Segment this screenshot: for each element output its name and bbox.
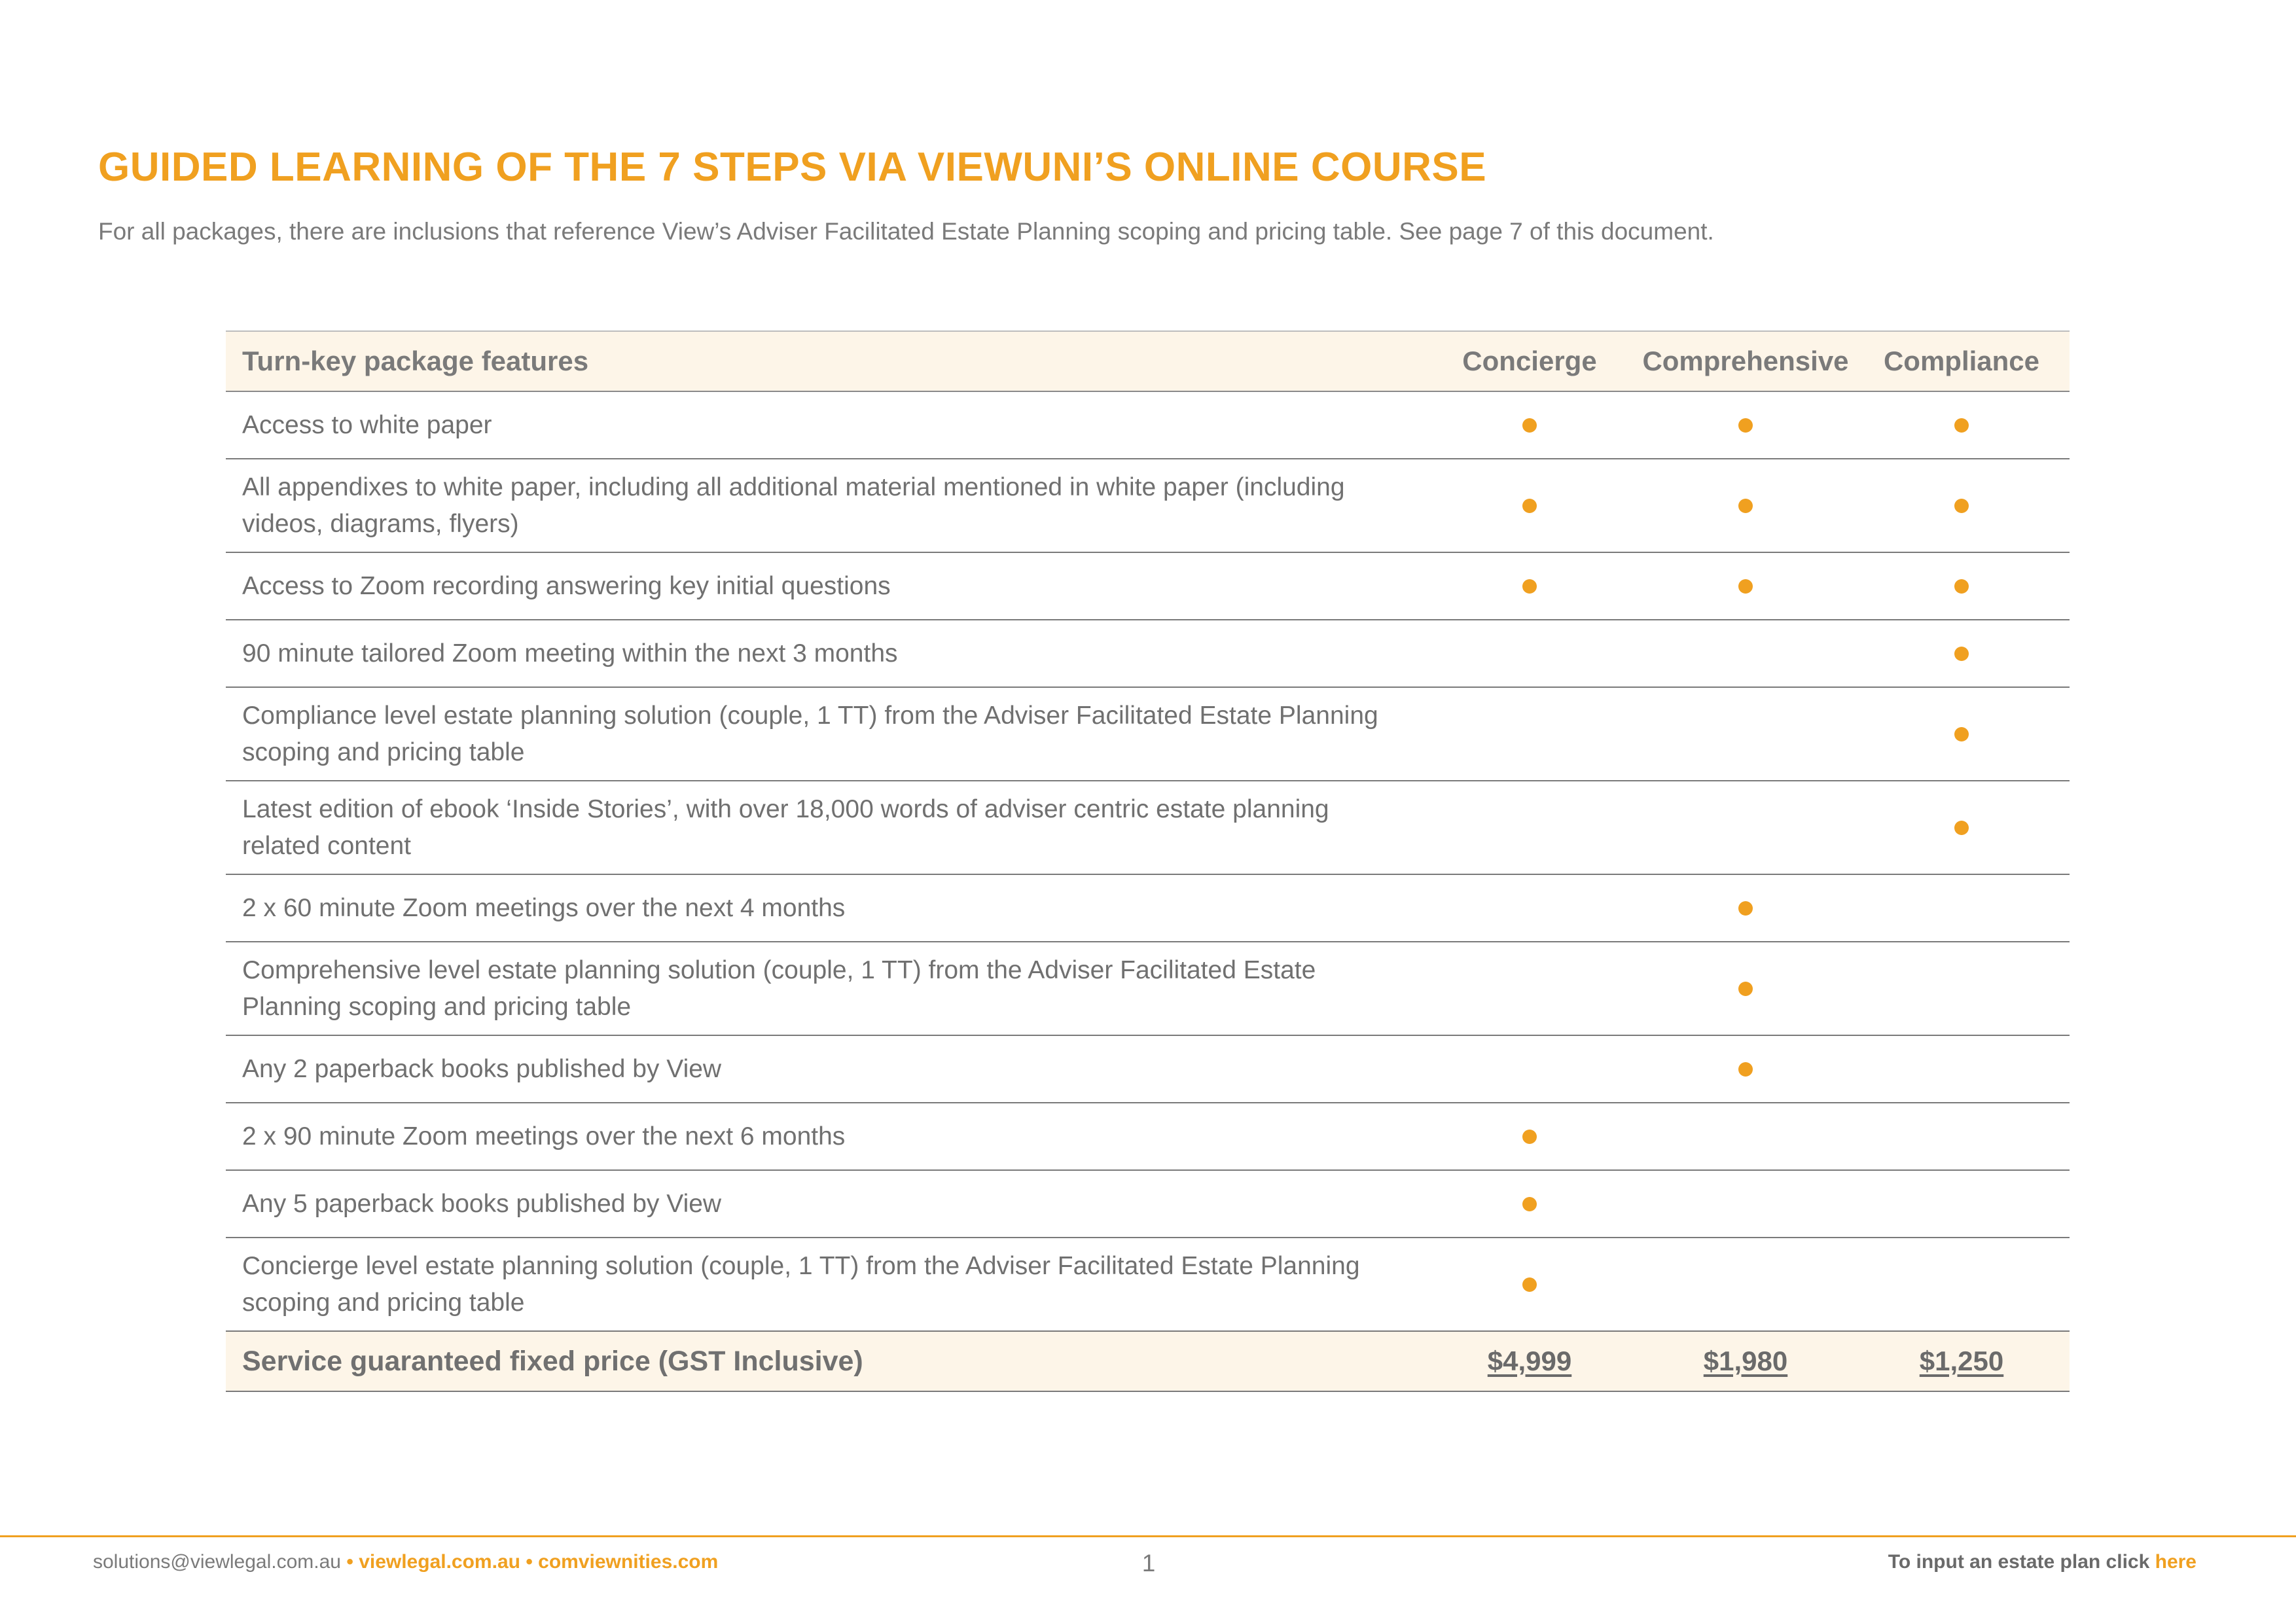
comprehensive-inclusion-cell	[1638, 942, 1854, 1035]
comprehensive-inclusion-cell	[1638, 874, 1854, 942]
concierge-inclusion-cell	[1422, 874, 1638, 942]
footer-email-link[interactable]: solutions@viewlegal.com.au	[93, 1551, 341, 1573]
page-number: 1	[1141, 1550, 1156, 1577]
intro-text: For all packages, there are inclusions that reference View’s Adviser Facilitated Estate Planning scoping and pricing table. See page 7 of this document.	[98, 218, 1714, 245]
feature-label: Latest edition of ebook ‘Inside Stories’, with over 18,000 words of adviser centric estate planning related content	[242, 794, 1329, 860]
table-row	[226, 459, 2070, 552]
footer-divider	[0, 1535, 2296, 1537]
comprehensive-column-header: Comprehensive	[1642, 346, 1849, 376]
feature-label: 2 x 60 minute Zoom meetings over the next 4 months	[242, 893, 846, 922]
comprehensive-price[interactable]	[1638, 1331, 1854, 1391]
compliance-column-header: Compliance	[1883, 346, 2040, 376]
included-dot-icon	[1738, 901, 1753, 916]
included-dot-icon	[1738, 499, 1753, 513]
table-row	[226, 942, 2070, 1035]
concierge-inclusion-cell	[1422, 687, 1638, 781]
footer-separator: •	[526, 1551, 533, 1573]
table-row	[226, 1170, 2070, 1238]
concierge-price-link[interactable]: $4,999	[1487, 1346, 1572, 1376]
footer-separator: •	[346, 1551, 353, 1573]
comprehensive-inclusion-cell	[1638, 1238, 1854, 1331]
included-dot-icon	[1954, 647, 1969, 661]
compliance-inclusion-cell	[1854, 1170, 2070, 1238]
table-row	[226, 687, 2070, 781]
compliance-inclusion-cell	[1854, 459, 2070, 552]
compliance-inclusion-cell	[1854, 620, 2070, 687]
comprehensive-inclusion-cell	[1638, 1035, 1854, 1103]
included-dot-icon	[1738, 982, 1753, 996]
feature-label: 2 x 90 minute Zoom meetings over the next 6 months	[242, 1122, 846, 1150]
comprehensive-inclusion-cell	[1638, 1170, 1854, 1238]
concierge-inclusion-cell	[1422, 1035, 1638, 1103]
comprehensive-inclusion-cell	[1638, 620, 1854, 687]
compliance-inclusion-cell	[1854, 1103, 2070, 1170]
concierge-inclusion-cell	[1422, 620, 1638, 687]
feature-label: Comprehensive level estate planning solution (couple, 1 TT) from the Adviser Facilitated Estate Planning scoping and pricing table	[242, 955, 1316, 1021]
table-row	[226, 1238, 2070, 1331]
concierge-column-header: Concierge	[1462, 346, 1597, 376]
comprehensive-inclusion-cell	[1638, 1103, 1854, 1170]
concierge-inclusion-cell	[1422, 391, 1638, 459]
table-row	[226, 1103, 2070, 1170]
compliance-inclusion-cell	[1854, 942, 2070, 1035]
footer-site-link-comviewnities[interactable]: comviewnities.com	[538, 1551, 719, 1573]
footer-cta-text: To input an estate plan click	[1888, 1551, 2150, 1573]
included-dot-icon	[1954, 821, 1969, 835]
comprehensive-inclusion-cell	[1638, 391, 1854, 459]
compliance-price-link[interactable]: $1,250	[1919, 1346, 2004, 1376]
table-row	[226, 1035, 2070, 1103]
comprehensive-inclusion-cell	[1638, 459, 1854, 552]
table-row	[226, 552, 2070, 620]
comprehensive-inclusion-cell	[1638, 552, 1854, 620]
included-dot-icon	[1522, 418, 1537, 433]
compliance-inclusion-cell	[1854, 781, 2070, 874]
concierge-inclusion-cell	[1422, 1238, 1638, 1331]
included-dot-icon	[1522, 499, 1537, 513]
table-row	[226, 781, 2070, 874]
table-header-row	[226, 331, 2070, 391]
compliance-price[interactable]	[1854, 1331, 2070, 1391]
included-dot-icon	[1522, 1277, 1537, 1292]
concierge-inclusion-cell	[1422, 1103, 1638, 1170]
compliance-inclusion-cell	[1854, 1035, 2070, 1103]
table-row	[226, 620, 2070, 687]
compliance-inclusion-cell	[1854, 1238, 2070, 1331]
compliance-inclusion-cell	[1854, 874, 2070, 942]
footer-site-link-viewlegal[interactable]: viewlegal.com.au	[359, 1551, 520, 1573]
price-row-label: Service guaranteed fixed price (GST Inclusive)	[242, 1345, 863, 1377]
concierge-inclusion-cell	[1422, 781, 1638, 874]
comprehensive-inclusion-cell	[1638, 781, 1854, 874]
feature-label: 90 minute tailored Zoom meeting within the next 3 months	[242, 639, 898, 668]
feature-label: All appendixes to white paper, including all additional material mentioned in white paper (including videos, diagrams, flyers)	[242, 473, 1345, 538]
concierge-inclusion-cell	[1422, 942, 1638, 1035]
included-dot-icon	[1954, 418, 1969, 433]
concierge-inclusion-cell	[1422, 1170, 1638, 1238]
package-features-table	[226, 330, 2070, 1392]
footer-cta-link[interactable]: here	[2155, 1551, 2197, 1573]
feature-label: Access to Zoom recording answering key initial questions	[242, 571, 891, 600]
price-row	[226, 1331, 2070, 1391]
included-dot-icon	[1738, 418, 1753, 433]
concierge-inclusion-cell	[1422, 459, 1638, 552]
concierge-price[interactable]	[1422, 1331, 1638, 1391]
comprehensive-price-link[interactable]: $1,980	[1703, 1346, 1788, 1376]
feature-label: Compliance level estate planning solution (couple, 1 TT) from the Adviser Facilitated Estate Planning scoping and pricing table	[242, 701, 1378, 766]
feature-label: Any 5 paperback books published by View	[242, 1189, 722, 1218]
footer-cta	[1888, 1551, 2197, 1573]
table-row	[226, 874, 2070, 942]
compliance-inclusion-cell	[1854, 391, 2070, 459]
page-title: GUIDED LEARNING OF THE 7 STEPS VIA VIEWUNI’S ONLINE COURSE	[98, 145, 1487, 190]
feature-label: Concierge level estate planning solution (couple, 1 TT) from the Adviser Facilitated Estate Planning scoping and pricing table	[242, 1251, 1360, 1317]
comprehensive-inclusion-cell	[1638, 687, 1854, 781]
feature-label: Access to white paper	[242, 410, 492, 439]
included-dot-icon	[1522, 1197, 1537, 1211]
concierge-inclusion-cell	[1422, 552, 1638, 620]
footer-contact	[93, 1551, 718, 1573]
compliance-inclusion-cell	[1854, 687, 2070, 781]
included-dot-icon	[1522, 1130, 1537, 1144]
included-dot-icon	[1954, 579, 1969, 594]
feature-label: Any 2 paperback books published by View	[242, 1054, 722, 1083]
features-column-header: Turn-key package features	[242, 346, 589, 376]
included-dot-icon	[1738, 1062, 1753, 1077]
compliance-inclusion-cell	[1854, 552, 2070, 620]
included-dot-icon	[1522, 579, 1537, 594]
included-dot-icon	[1738, 579, 1753, 594]
included-dot-icon	[1954, 499, 1969, 513]
included-dot-icon	[1954, 727, 1969, 741]
table-row	[226, 391, 2070, 459]
